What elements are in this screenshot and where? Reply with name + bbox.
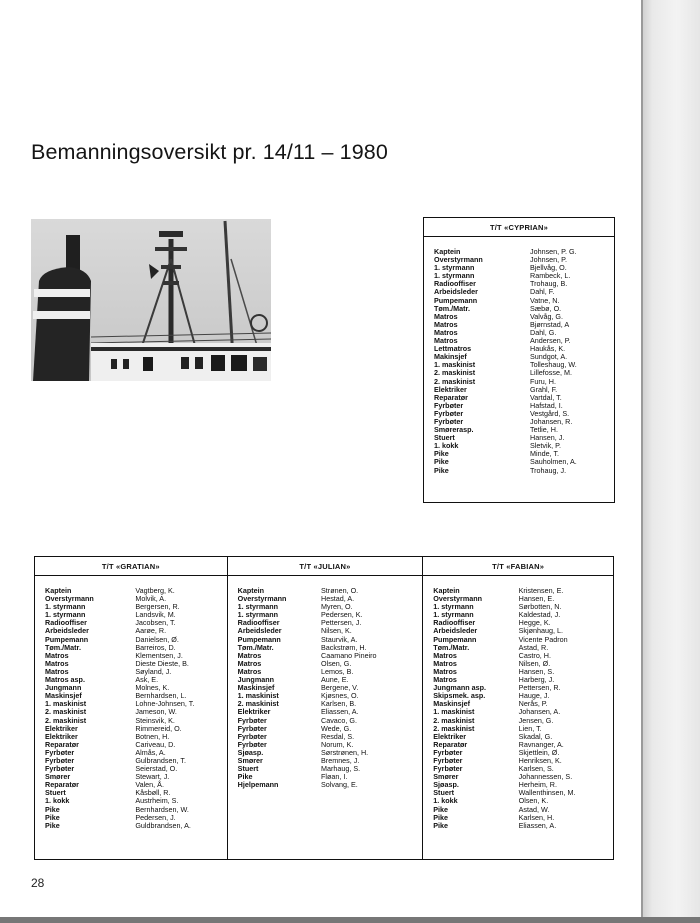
crew-name: Landsvik, M. [135, 610, 176, 620]
crew-name: Kaldestad, J. [518, 610, 561, 620]
crew-name: Wede, G. [321, 723, 352, 733]
crew-name: Sletvik, P. [530, 441, 562, 451]
crew-name: Pedersen, K. [321, 610, 363, 620]
crew-role: Pike [45, 804, 60, 814]
crew-role: Overstyrmann [434, 255, 483, 265]
crew-role: Fyrbøter [45, 747, 75, 757]
crew-role: Pumpemann [237, 634, 281, 644]
crew-role: Reparatør [45, 739, 79, 749]
crew-name: Pettersen, R. [518, 683, 561, 693]
page-fold-line [641, 0, 643, 923]
crew-role: 1. maskinist [237, 691, 279, 701]
crew-name: Molnes, K. [135, 683, 170, 693]
crew-role: 1. maskinist [433, 707, 475, 717]
crew-name: Karlsen, S. [518, 764, 554, 774]
crew-role: Pike [45, 812, 60, 822]
ship-header-julian: T/T «JULIAN» [227, 557, 423, 576]
crew-role: Arbeidsleder [45, 626, 89, 636]
crew-role: Fyrbøter [237, 715, 267, 725]
crew-role: Matros [434, 336, 458, 346]
crew-name: Kjøsnes, O. [321, 691, 359, 701]
page-bottom-edge [0, 917, 700, 923]
crew-name: Hegge, K. [518, 618, 551, 628]
crew-name: Castro, H. [518, 650, 551, 660]
crew-name: Karlsen, B. [321, 699, 357, 709]
crew-name: Skadal, G. [518, 731, 553, 741]
crew-role: Arbeidsleder [237, 626, 282, 636]
crew-name: Trohaug, J. [530, 465, 567, 475]
crew-name: Søyland, J. [135, 666, 172, 676]
crew-name: Lemos, B. [321, 666, 354, 676]
crew-name: Vestgård, S. [530, 408, 570, 418]
crew-role: 1. kokk [433, 796, 458, 806]
crew-role: 1. styrmann [45, 602, 86, 612]
crew-role: Matros [434, 327, 458, 337]
crew-name: Nilsen, K. [321, 626, 352, 636]
crew-role: Pike [45, 820, 60, 830]
ship-header-gratian: T/T «GRATIAN» [35, 557, 228, 576]
crew-role: 2. maskinist [237, 699, 279, 709]
crew-role: Reparatør [45, 780, 79, 790]
crew-role: Radiooffiser [45, 618, 87, 628]
role-column-julian [227, 576, 311, 860]
crew-role: Sjøasp. [433, 780, 459, 790]
crew-name: Aune, E. [321, 675, 349, 685]
crew-name: Bergersen, R. [135, 602, 180, 612]
ship-header-fabian: T/T «FABIAN» [423, 557, 614, 576]
page-title: Bemanningsoversikt pr. 14/11 – 1980 [31, 140, 388, 164]
crew-role: Stuert [45, 788, 66, 798]
crew-name: Hansen, J. [530, 433, 565, 443]
crew-role: Arbeidsleder [434, 287, 478, 297]
ship-photo [31, 219, 271, 381]
crew-role: Matros [433, 666, 457, 676]
crew-role: Fyrbøter [433, 764, 463, 774]
crew-name: Barreiros, D. [135, 642, 176, 652]
crew-name: Austrheim, S. [135, 796, 179, 806]
crew-name: Skjønhaug, L. [518, 626, 563, 636]
crew-name: Harberg, J. [518, 675, 555, 685]
crew-name: Johansen, R. [530, 416, 573, 426]
crew-role: Kaptein [237, 586, 265, 595]
crew-name: Myren, O. [321, 602, 353, 612]
crew-role: Radiooffiser [237, 618, 280, 628]
role-column-fabian [423, 576, 509, 860]
crew-name: Minde, T. [530, 449, 560, 459]
crew-name: Botnen, H. [135, 731, 170, 741]
crew-role: Sjøasp. [237, 747, 264, 757]
crew-name: Lillefosse, M. [530, 368, 572, 378]
crew-role: Stuert [433, 788, 455, 798]
crew-name: Steinsvik, K. [135, 715, 175, 725]
crew-role: Pumpemann [434, 295, 478, 305]
crew-name: Backstrøm, H. [321, 642, 367, 652]
crew-name: Rimmereid, O. [135, 723, 182, 733]
crew-role: Tøm./Matr. [434, 303, 470, 313]
crew-name: Ravnanger, A. [518, 739, 564, 749]
crew-name: Olsen, G. [321, 658, 352, 668]
crew-role: Fyrbøter [433, 755, 463, 765]
crew-role: Matros [237, 666, 262, 676]
crew-name: Norum, K. [321, 739, 354, 749]
crew-name: Fløan, I. [321, 772, 348, 782]
crew-role: 1. styrmann [433, 610, 474, 620]
crew-name: Valen, Å. [135, 780, 164, 790]
crew-role: Arbeidsleder [433, 626, 478, 636]
crew-role: Elektriker [434, 384, 467, 394]
crew-role: Stuert [237, 764, 259, 774]
crew-role: Maskinsjef [237, 683, 275, 693]
crew-role: Matros asp. [45, 675, 85, 685]
crew-role: Pike [434, 465, 449, 475]
crew-role: Fyrbøter [433, 747, 463, 757]
crew-role: 2. maskinist [434, 368, 476, 378]
crew-name: Hestad, A. [321, 594, 355, 604]
crew-role: 2. maskinist [433, 723, 475, 733]
name-column-fabian [509, 576, 614, 860]
crew-name: Vartdal, T. [530, 392, 562, 402]
crew-name: Johannessen, S. [518, 772, 573, 782]
crew-role: Overstyrmann [433, 594, 483, 604]
crew-name: Lohne-Johnsen, T. [135, 699, 195, 709]
crew-role: Jungmann [237, 675, 274, 685]
crew-name: Eliassen, A. [518, 820, 557, 830]
crew-name: Jacobsen, T. [135, 618, 176, 628]
crew-name: Haukås, K. [530, 344, 566, 354]
crew-name: Staurvik, A. [321, 634, 358, 644]
crew-name: Danielsen, Ø. [135, 634, 179, 644]
crew-role: Matros [45, 658, 69, 668]
crew-name: Skjettlein, Ø. [518, 747, 560, 757]
crew-name: Marhaug, S. [321, 764, 361, 774]
crew-role: Smører [237, 755, 263, 765]
crew-role: 1. maskinist [45, 699, 87, 709]
crew-role: Overstyrmann [237, 594, 287, 604]
crew-role: Pike [433, 812, 449, 822]
crew-role: 1. styrmann [434, 271, 475, 281]
crew-role: Makinsjef [434, 352, 467, 362]
crew-name: Astad, R. [518, 642, 549, 652]
crew-name: Sauholmen, A. [530, 457, 577, 467]
crew-role: Fyrbøter [237, 739, 267, 749]
crew-role: Fyrbøter [237, 731, 267, 741]
crew-role: Tøm./Matr. [45, 642, 81, 652]
crew-name: Nerås, P. [518, 699, 548, 709]
crew-role: Matros [433, 658, 457, 668]
crew-name: Vagtberg, K. [135, 586, 175, 595]
crew-role: Reparatør [434, 392, 468, 402]
crew-role: Matros [433, 675, 457, 685]
crew-name: Karlsen, H. [518, 812, 555, 822]
crew-role: 1. styrmann [237, 610, 279, 620]
crew-name: Jensen, G. [518, 715, 554, 725]
crew-role: Pike [434, 449, 449, 459]
role-column-cyprian [424, 237, 521, 503]
crew-role: Fyrbøter [434, 408, 464, 418]
crew-name: Pedersen, J. [135, 812, 176, 822]
crew-role: Matros [237, 650, 262, 660]
crew-name: Kåsbøll, R. [135, 788, 171, 798]
crew-name: Seierstad, O. [135, 764, 178, 774]
crew-name: Aarøe, R. [135, 626, 167, 636]
crew-name: Gulbrandsen, T. [135, 755, 186, 765]
crew-name: Lien, T. [518, 723, 542, 733]
crew-name: Bremnes, J. [321, 755, 360, 765]
crew-role: 2. maskinist [434, 376, 476, 386]
crew-name: Johansen, A. [518, 707, 561, 717]
crew-name: Eliassen, A. [321, 707, 359, 717]
crew-name: Dieste Dieste, B. [135, 658, 189, 668]
crew-role: Matros [434, 311, 458, 321]
crew-role: Smører [45, 772, 71, 782]
crew-name: Strønen, O. [321, 586, 359, 595]
crew-role: Overstyrmann [45, 594, 94, 604]
crew-table-gratian-julian-fabian [34, 556, 614, 860]
crew-role: Fyrbøter [45, 764, 75, 774]
crew-role: Fyrbøter [237, 723, 267, 733]
crew-name: Trohaug, B. [530, 279, 568, 289]
crew-role: Stuert [434, 433, 455, 443]
crew-role: 1. styrmann [434, 263, 475, 273]
crew-name: Dahl, G. [530, 327, 557, 337]
crew-name: Guldbrandsen, A. [135, 820, 191, 830]
crew-name: Sundgot, A. [530, 352, 568, 362]
crew-role: Elektriker [433, 731, 467, 741]
crew-role: Elektriker [45, 731, 78, 741]
crew-role: Kaptein [434, 247, 461, 256]
crew-name: Astad, W. [518, 804, 550, 814]
crew-role: Matros [45, 666, 69, 676]
crew-role: Elektriker [237, 707, 271, 717]
crew-name: Bergene, V. [321, 683, 359, 693]
crew-role: 1. kokk [434, 441, 459, 451]
crew-name: Nilsen, Ø. [518, 658, 551, 668]
crew-role: Skipsmek. asp. [433, 691, 486, 701]
crew-role: Pumpemann [45, 634, 89, 644]
crew-role: Matros [237, 658, 262, 668]
crew-name: Jameson, W. [135, 707, 177, 717]
crew-role: Pike [433, 820, 449, 830]
crew-role: Jungmann asp. [433, 683, 486, 693]
crew-role: 1. styrmann [45, 610, 86, 620]
crew-name: Furu, H. [530, 376, 556, 386]
crew-role: Hjelpemann [237, 780, 279, 790]
crew-name: Molvik, A. [135, 594, 167, 604]
crew-name: Bernhardsen, L. [135, 691, 187, 701]
crew-role: Pumpemann [433, 634, 477, 644]
crew-name: Solvang, E. [321, 780, 358, 790]
crew-name: Wallenthinsen, M. [518, 788, 576, 798]
crew-name: Tetlie, H. [530, 425, 558, 435]
crew-name: Ask, E. [135, 675, 159, 685]
crew-role: Maskinsjef [45, 691, 82, 701]
crew-name: Sørstrønen, H. [321, 747, 369, 757]
crew-name: Herheim, R. [518, 780, 557, 790]
crew-name: Olsen, K. [518, 796, 549, 806]
crew-role: Tøm./Matr. [433, 642, 470, 652]
crew-role: 1. maskinist [434, 360, 476, 370]
crew-name: Resdal, S. [321, 731, 355, 741]
crew-name: Hafstad, I. [530, 400, 563, 410]
page-edge-shadow [642, 0, 700, 923]
crew-role: Fyrbøter [45, 755, 75, 765]
crew-role: Pike [237, 772, 253, 782]
ship-header-cyprian: T/T «CYPRIAN» [424, 218, 615, 237]
name-column-gratian [125, 576, 227, 860]
crew-name: Bjellvåg, O. [530, 263, 567, 273]
crew-name: Pettersen, J. [321, 618, 362, 628]
crew-role: Tøm./Matr. [237, 642, 274, 652]
crew-name: Kristensen, E. [518, 586, 564, 595]
crew-role: Smørerasp. [434, 425, 474, 435]
crew-name: Almås, A. [135, 747, 166, 757]
crew-role: Radiooffiser [434, 279, 476, 289]
crew-name: Bjørnstad, A [530, 319, 570, 329]
crew-name: Johnsen, P. G. [530, 247, 577, 256]
crew-name: Grahl, F. [530, 384, 558, 394]
crew-role: Smører [433, 772, 459, 782]
crew-name: Caamano Pineiro [321, 650, 377, 660]
crew-name: Cavaco, G. [321, 715, 357, 725]
crew-role: Radiooffiser [433, 618, 476, 628]
crew-name: Sørbotten, N. [518, 602, 562, 612]
crew-role: 1. kokk [45, 796, 70, 806]
crew-name: Henriksen, K. [518, 755, 562, 765]
crew-name: Cariveau, D. [135, 739, 176, 749]
crew-role: 2. maskinist [45, 707, 87, 717]
crew-role: Matros [433, 650, 457, 660]
crew-role: Matros [45, 650, 69, 660]
crew-role: Pike [434, 457, 449, 467]
crew-name: Hansen, E. [518, 594, 555, 604]
crew-name: Bernhardsen, W. [135, 804, 189, 814]
crew-role: Pike [433, 804, 449, 814]
crew-name: Vicente Padron [518, 634, 568, 644]
crew-name: Valvåg, G. [530, 311, 564, 321]
crew-name: Klementsen, J. [135, 650, 183, 660]
role-column-gratian [35, 576, 126, 860]
crew-name: Hansen, S. [518, 666, 555, 676]
crew-name: Andersen, P. [530, 336, 571, 346]
page-number: 28 [31, 876, 45, 890]
crew-role: Jungmann [45, 683, 82, 693]
crew-role: Kaptein [45, 586, 72, 595]
crew-name: Stewart, J. [135, 772, 170, 782]
crew-role: Fyrbøter [434, 400, 464, 410]
crew-name: Rambeck, L. [530, 271, 571, 281]
crew-role: 2. maskinist [433, 715, 475, 725]
crew-role: Matros [434, 319, 458, 329]
crew-role: Reparatør [433, 739, 468, 749]
crew-role: Elektriker [45, 723, 78, 733]
crew-role: Maskinsjef [433, 699, 471, 709]
crew-role: Kaptein [433, 586, 460, 595]
crew-name: Hauge, J. [518, 691, 550, 701]
crew-name: Sæbø, O. [530, 303, 562, 313]
crew-name: Vatne, N. [530, 295, 560, 305]
crew-name: Dahl, F. [530, 287, 555, 297]
crew-role: 1. styrmann [433, 602, 474, 612]
crew-role: 2. maskinist [45, 715, 87, 725]
name-column-julian [311, 576, 423, 860]
crew-role: 1. styrmann [237, 602, 279, 612]
crew-role: Lettmatros [434, 344, 472, 354]
crew-role: Fyrbøter [434, 416, 464, 426]
crew-name: Johnsen, P. [530, 255, 568, 265]
crew-name: Tolleshaug, W. [530, 360, 577, 370]
crew-table-cyprian [423, 217, 615, 503]
name-column-cyprian [520, 237, 615, 503]
